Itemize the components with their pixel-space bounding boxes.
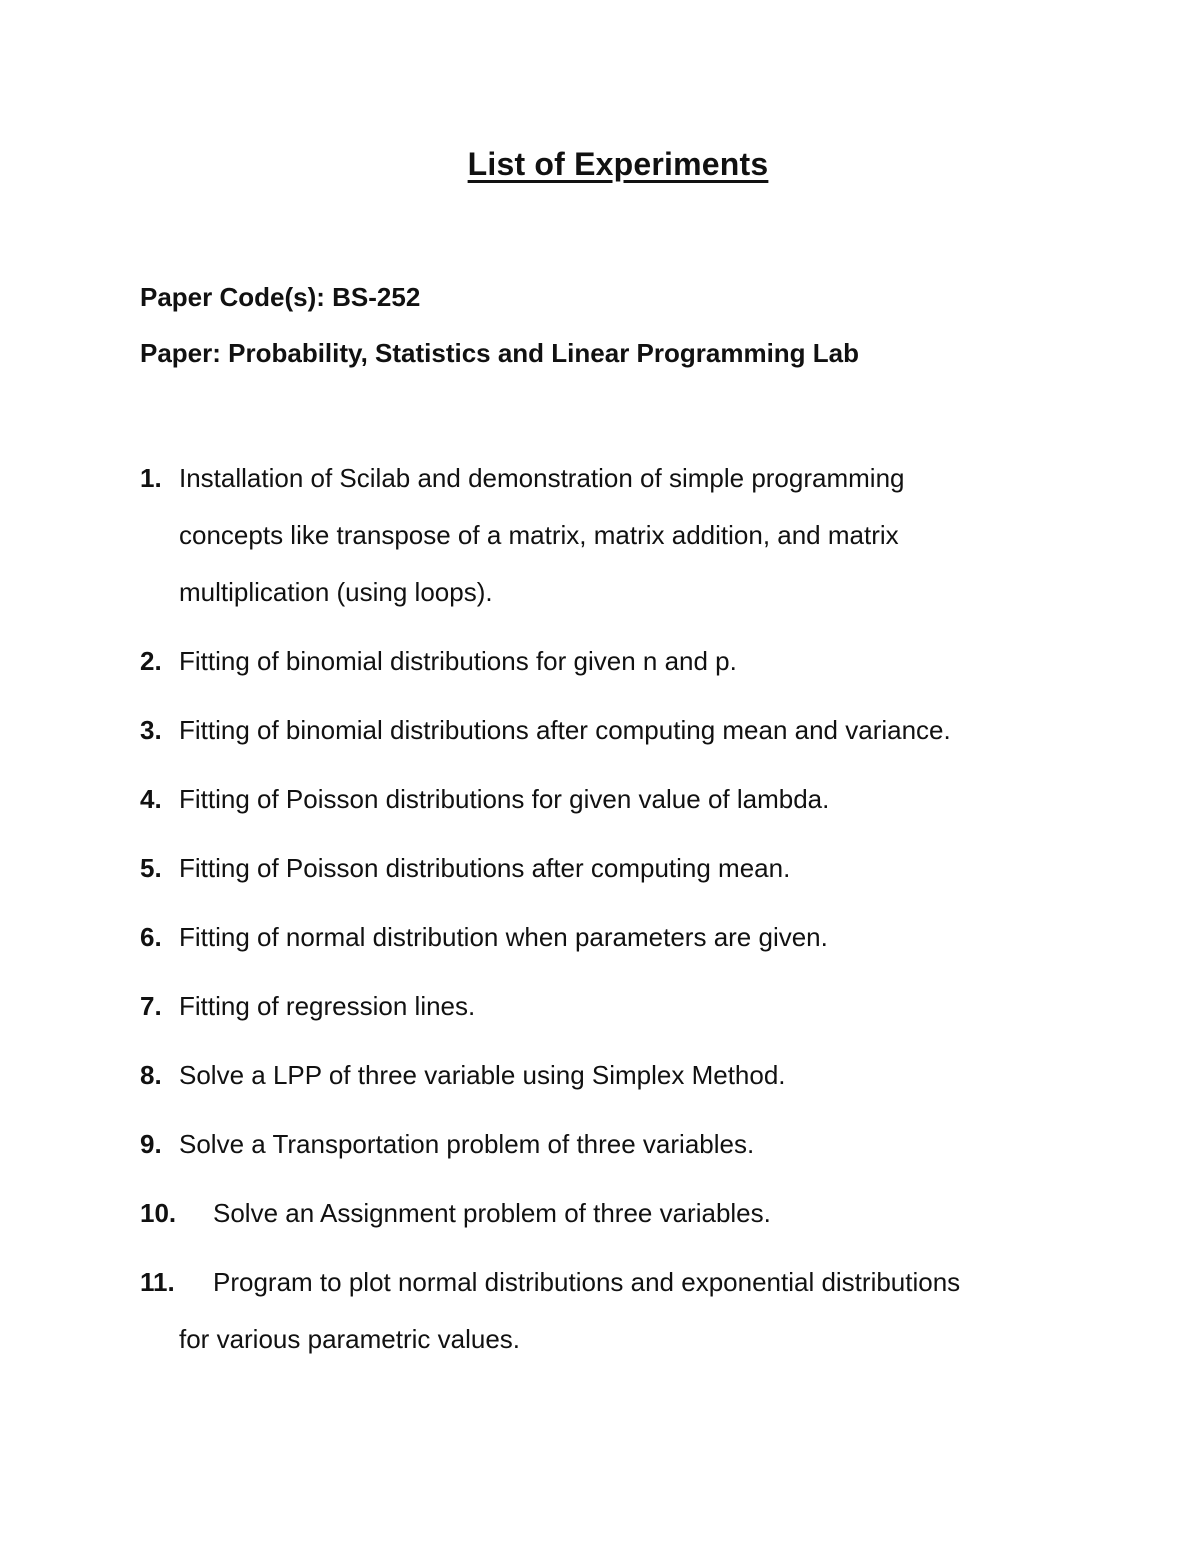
experiment-item	[140, 909, 1100, 966]
experiment-text	[140, 1116, 1100, 1173]
experiment-text-line: Fitting of Poisson distributions after computing mean.	[179, 853, 791, 883]
experiment-number: 3.	[140, 715, 162, 745]
experiment-item	[140, 1116, 1100, 1173]
experiment-text-line: Fitting of regression lines.	[179, 991, 476, 1021]
experiment-item	[140, 1254, 1100, 1368]
experiment-number: 6.	[140, 922, 162, 952]
experiment-text	[140, 1047, 1100, 1104]
experiment-list	[140, 450, 1100, 1380]
experiment-text-line: Fitting of normal distribution when parameters are given.	[179, 922, 828, 952]
experiment-text	[140, 702, 1100, 759]
experiment-number: 11.	[140, 1267, 175, 1297]
experiment-text	[140, 1185, 1100, 1242]
paper-name: Paper: Probability, Statistics and Linear Programming Lab	[140, 338, 860, 368]
experiment-text-line: Fitting of binomial distributions after computing mean and variance.	[179, 715, 951, 745]
experiment-number: 5.	[140, 853, 162, 883]
experiment-text-line: concepts like transpose of a matrix, matrix addition, and matrix	[179, 520, 899, 550]
experiment-text-line: Installation of Scilab and demonstration of simple programming	[179, 463, 905, 493]
experiment-item	[140, 1047, 1100, 1104]
experiment-number: 4.	[140, 784, 162, 814]
experiment-number: 10.	[140, 1198, 177, 1228]
experiment-item	[140, 450, 1100, 621]
experiment-number: 9.	[140, 1129, 162, 1159]
experiment-text	[140, 450, 1100, 621]
experiment-item	[140, 633, 1100, 690]
experiment-number: 8.	[140, 1060, 162, 1090]
experiment-text-line: for various parametric values.	[179, 1324, 521, 1354]
experiment-text	[140, 633, 1100, 690]
experiment-item	[140, 702, 1100, 759]
experiment-text-line: Solve an Assignment problem of three variables.	[213, 1198, 771, 1228]
experiment-text-line: Fitting of Poisson distributions for given value of lambda.	[179, 784, 830, 814]
experiment-item	[140, 978, 1100, 1035]
experiment-text	[140, 1254, 1100, 1368]
experiment-text	[140, 909, 1100, 966]
page-title: List of Experiments	[467, 146, 769, 182]
experiment-text-line: Solve a LPP of three variable using Simplex Method.	[179, 1060, 786, 1090]
experiment-text	[140, 840, 1100, 897]
experiment-text	[140, 771, 1100, 828]
experiment-item	[140, 1185, 1100, 1242]
experiment-text-line: multiplication (using loops).	[179, 577, 493, 607]
experiment-text-line: Solve a Transportation problem of three variables.	[179, 1129, 755, 1159]
experiment-number: 2.	[140, 646, 162, 676]
experiment-text-line: Fitting of binomial distributions for given n and p.	[179, 646, 737, 676]
experiment-text	[140, 978, 1100, 1035]
experiment-text-line: Program to plot normal distributions and exponential distributions	[213, 1267, 961, 1297]
experiment-number: 1.	[140, 463, 162, 493]
paper-code: Paper Code(s): BS-252	[140, 282, 421, 312]
experiment-item	[140, 771, 1100, 828]
experiment-number: 7.	[140, 991, 162, 1021]
experiment-item	[140, 840, 1100, 897]
